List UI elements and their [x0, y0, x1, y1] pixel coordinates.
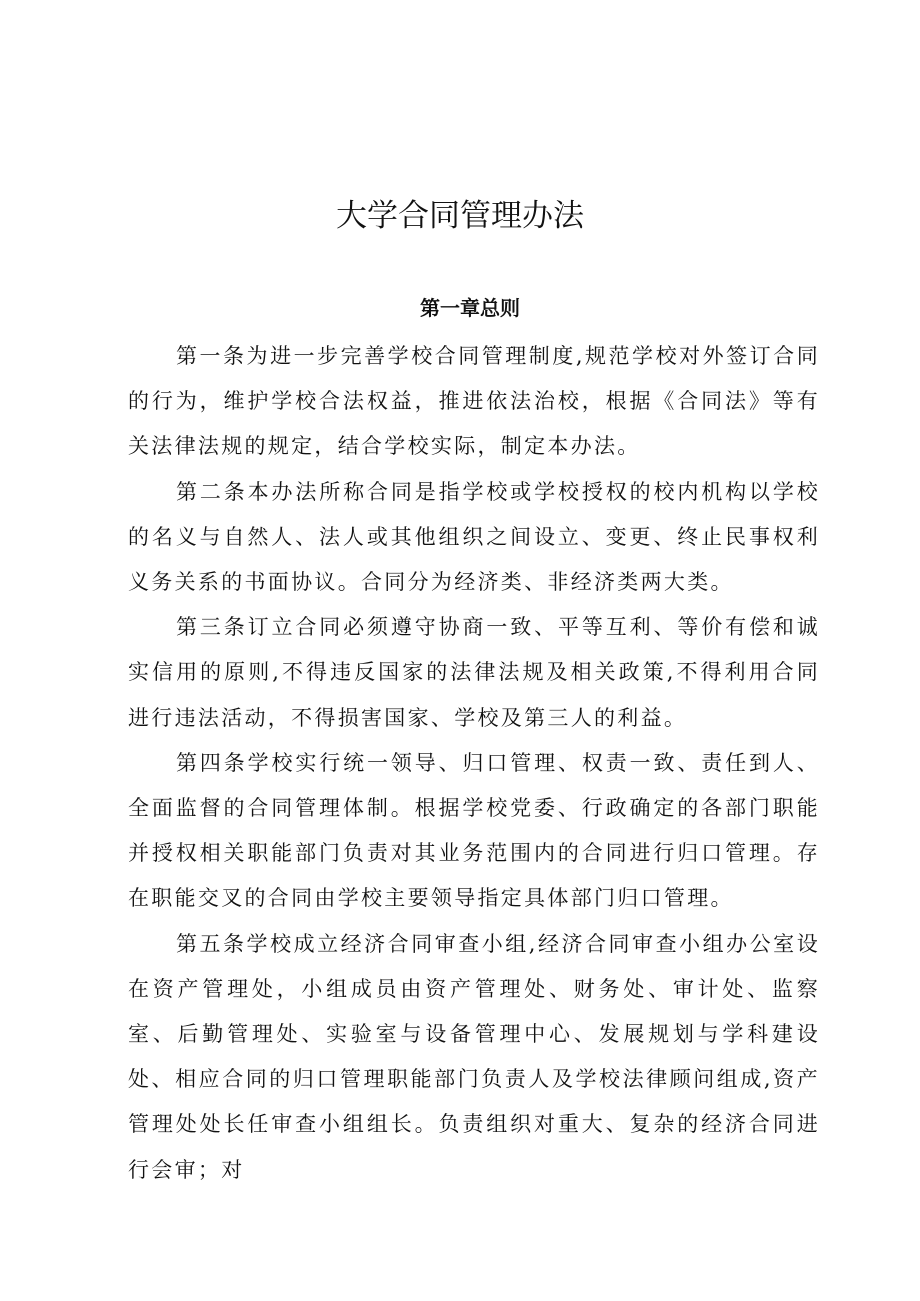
document-title: 大学合同管理办法 — [336, 197, 584, 234]
document-body — [128, 334, 820, 1193]
article-2-paragraph: 第二条本办法所称合同是指学校或学校授权的校内机构以学校的名义与自然人、法人或其他组织之间设立、变更、终止民事权利义务关系的书面协议。合同分为经济类、非经济类两大类。 — [128, 479, 820, 595]
article-1-paragraph: 第一条为进一步完善学校合同管理制度,规范学校对外签订合同的行为，维护学校合法权益，推进依法治校，根据《合同法》等有关法律法规的规定，结合学校实际，制定本办法。 — [128, 344, 820, 459]
chapter-heading: 第一章总则 — [420, 296, 520, 320]
article-4-paragraph: 第四条学校实行统一领导、归口管理、权责一致、责任到人、全面监督的合同管理体制。根据学校党委、行政确定的各部门职能并授权相关职能部门负责对其业务范围内的合同进行归口管理。存在职能交叉的合同由学校主要领导指定具体部门归口管理。 — [128, 750, 820, 911]
article-5-paragraph: 第五条学校成立经济合同审查小组,经济合同审查小组办公室设在资产管理处，小组成员由资产管理处、财务处、审计处、监察室、后勤管理处、实验室与设备管理中心、发展规划与学科建设处、相应合同的归口管理职能部门负责人及学校法律顾问组成,资产管理处处长任审查小组组长。负责组织对重大、复杂的经济合同进行会审；对 — [128, 931, 820, 1182]
article-3-paragraph: 第三条订立合同必须遵守协商一致、平等互利、等价有偿和诚实信用的原则,不得违反国家的法律法规及相关政策,不得利用合同进行违法活动，不得损害国家、学校及第三人的利益。 — [128, 615, 820, 730]
